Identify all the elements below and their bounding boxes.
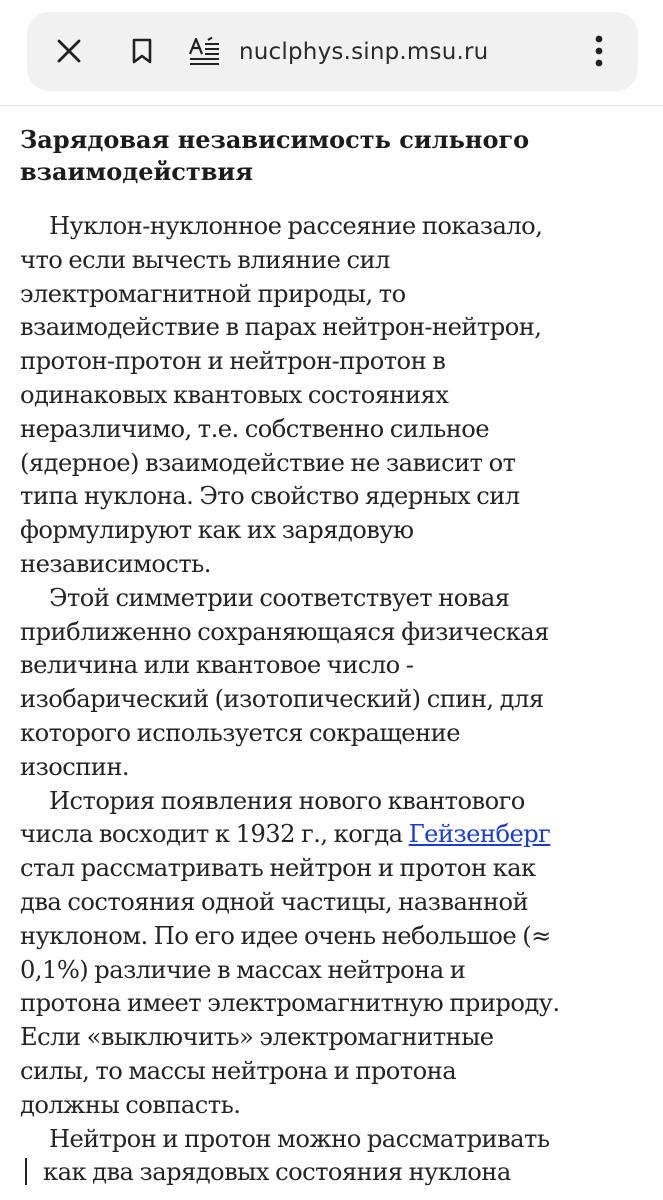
- text-line: независимость.: [20, 549, 211, 578]
- text-cursor: [25, 1158, 27, 1185]
- text-line: (ядерное) взаимодействие не зависит от: [20, 448, 516, 477]
- text-line: приближенно сохраняющаяся физическая: [20, 617, 549, 646]
- text-line: электромагнитной природы, то: [20, 279, 406, 308]
- text-line: которого используется сокращение: [20, 718, 460, 747]
- article-content: [20, 124, 660, 1190]
- text-line: протон-протон и нейтрон-протон в: [20, 347, 446, 376]
- text-line: Если «выключить» электромагнитные: [20, 1023, 494, 1052]
- address-bar[interactable]: [27, 12, 638, 91]
- more-vert-icon[interactable]: [579, 31, 619, 71]
- reader-mode-icon[interactable]: [187, 33, 223, 69]
- paragraph-4: [20, 1123, 660, 1191]
- text-line: взаимодействие в парах нейтрон-нейтрон,: [20, 313, 542, 342]
- paragraph-3: [20, 785, 660, 1123]
- text-line: Нуклон-нуклонное рассеяние показало,: [49, 212, 543, 240]
- article-title: [20, 124, 660, 188]
- text-line: силы, то массы нейтрона и протона: [20, 1056, 457, 1085]
- text-line: 0,1%) различие в массах нейтрона и: [20, 955, 466, 984]
- text-line: неразличимо, т.е. собственно сильное: [20, 414, 490, 443]
- text-line: Нейтрон и протон можно рассматривать: [49, 1124, 550, 1153]
- text-line: Этой симметрии соответствует новая: [49, 583, 510, 612]
- text-line: должны совпасть.: [20, 1090, 241, 1119]
- text-line: величина или квантовое число -: [20, 651, 414, 680]
- text-line: [20, 1156, 660, 1190]
- text-line: формулируют как их зарядовую: [20, 516, 414, 545]
- text-line: протона имеет электромагнитную природу.: [20, 989, 560, 1018]
- text-line: одинаковых квантовых состояниях: [20, 380, 449, 409]
- text-line: [20, 818, 660, 852]
- url-text[interactable]: nuclphys.sinp.msu.ru: [239, 39, 489, 65]
- text-span: числа восходит к 1932 г., когда: [20, 820, 409, 849]
- text-line: типа нуклона. Это свойство ядерных сил: [20, 482, 520, 511]
- text-line: что если вычесть влияние сил: [20, 245, 390, 274]
- browser-toolbar: [0, 0, 663, 106]
- paragraph-2: [20, 582, 660, 785]
- text-line: два состояния одной частицы, названной: [20, 887, 529, 916]
- text-span: как два зарядовых состояния нуклона: [43, 1158, 511, 1187]
- text-line: стал рассматривать нейтрон и протон как: [20, 854, 536, 883]
- text-line: изобарический (изотопический) спин, для: [20, 685, 544, 714]
- bookmark-icon[interactable]: [122, 31, 162, 71]
- text-line: нуклоном. По его идее очень небольшое (≈: [20, 921, 551, 950]
- paragraph-1: [20, 210, 660, 582]
- heisenberg-link[interactable]: Гейзенберг: [408, 820, 551, 849]
- text-line: изоспин.: [20, 752, 130, 781]
- title-line: взаимодействия: [20, 157, 253, 186]
- close-icon[interactable]: [49, 31, 89, 71]
- title-line: Зарядовая независимость сильного: [20, 125, 530, 154]
- text-line: История появления нового квантового: [49, 786, 525, 815]
